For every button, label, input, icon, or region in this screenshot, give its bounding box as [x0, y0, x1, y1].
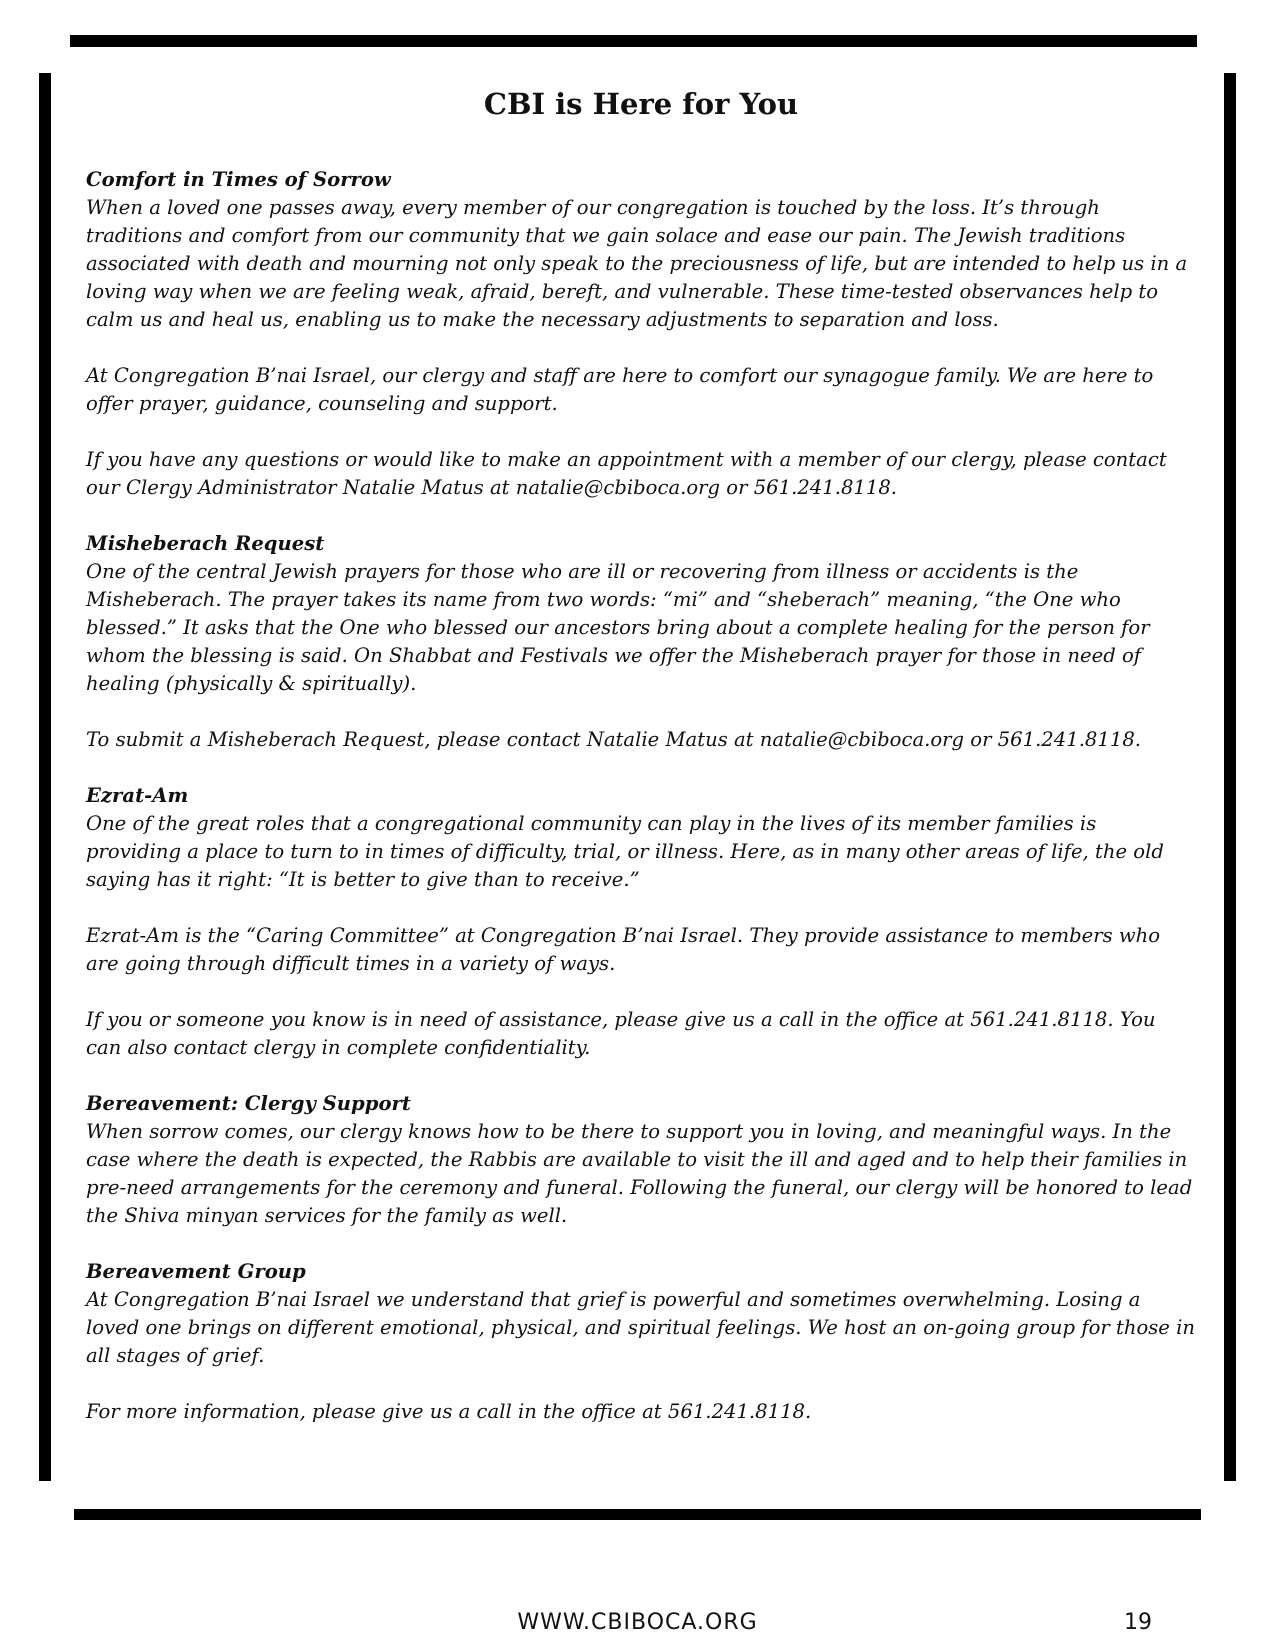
section-paragraph: To submit a Misheberach Request, please contact Natalie Matus at natalie@cbiboca.org or 561.241.8118. [86, 728, 1142, 751]
section-paragraph: One of the central Jewish prayers for those who are ill or recovering from illness or accidents is the Misheberach. The prayer takes its name from two words: “mi” and “sheberach” meaning, “the One who blessed.” It asks that the One who blessed our ancestors bring about a complete healing for the person for whom the blessing is said. On Shabbat and Festivals we offer the Misheberach prayer for those in need of healing (physically & spiritually). [86, 560, 1150, 695]
section-paragraph: When sorrow comes, our clergy knows how to be there to support you in loving, and meaningful ways. In the case where the death is expected, the Rabbis are available to visit the ill and aged and to help their families in pre-need arrangements for the ceremony and funeral. Following the funeral, our clergy will be honored to lead the Shiva minyan services for the family as well. [86, 1120, 1193, 1227]
section-comfort [86, 166, 1196, 502]
right-border-rule [1224, 73, 1236, 1481]
top-border-rule [70, 35, 1197, 47]
bottom-border-rule [74, 1509, 1201, 1520]
section-paragraph: At Congregation B’nai Israel, our clergy and staff are here to comfort our synagogue family. We are here to offer prayer, guidance, counseling and support. [86, 364, 1154, 415]
section-paragraph: One of the great roles that a congregational community can play in the lives of its member families is providing a place to turn to in times of difficulty, trial, or illness. Here, as in many other areas of life, the old saying has it right: “It is better to give than to receive.” [86, 812, 1164, 891]
section-paragraph: For more information, please give us a call in the office at 561.241.8118. [86, 1400, 812, 1423]
section-paragraph: Ezrat-Am is the “Caring Committee” at Congregation B’nai Israel. They provide assistance to members who are going through difficult times in a variety of ways. [86, 924, 1161, 975]
section-heading: Ezrat-Am [86, 784, 189, 807]
section-heading: Misheberach Request [86, 532, 325, 555]
page-title: CBI is Here for You [483, 87, 799, 121]
section-paragraph: At Congregation B’nai Israel we understand that grief is powerful and sometimes overwhelming. Losing a loved one brings on different emotional, physical, and spiritual feelings. We host an on-going group for those in all stages of grief. [86, 1288, 1196, 1367]
section-heading: Bereavement Group [86, 1260, 306, 1283]
section-misheberach [86, 530, 1196, 754]
footer-website-url: WWW.CBIBOCA.ORG [517, 1610, 758, 1635]
section-paragraph: When a loved one passes away, every member of our congregation is touched by the loss. It’s through traditions and comfort from our community that we gain solace and ease our pain. The Jewish traditions associated with death and mourning not only speak to the preciousness of life, but are intended to help us in a loving way when we are feeling weak, afraid, bereft, and vulnerable. These time-tested observances help to calm us and heal us, enabling us to make the necessary adjustments to separation and loss. [86, 196, 1188, 331]
section-clergy-support [86, 1090, 1196, 1230]
section-bereavement-group [86, 1258, 1196, 1426]
page-number: 19 [1124, 1610, 1152, 1635]
left-border-rule [39, 73, 51, 1481]
section-paragraph: If you have any questions or would like to make an appointment with a member of our clergy, please contact our Clergy Administrator Natalie Matus at natalie@cbiboca.org or 561.241.8118. [86, 448, 1167, 499]
section-ezrat-am [86, 782, 1196, 1062]
section-heading: Comfort in Times of Sorrow [86, 168, 391, 191]
section-paragraph: If you or someone you know is in need of assistance, please give us a call in the office at 561.241.8118. You can also contact clergy in complete confidentiality. [86, 1008, 1156, 1059]
page-content [86, 82, 1196, 1454]
section-heading: Bereavement: Clergy Support [86, 1092, 411, 1115]
